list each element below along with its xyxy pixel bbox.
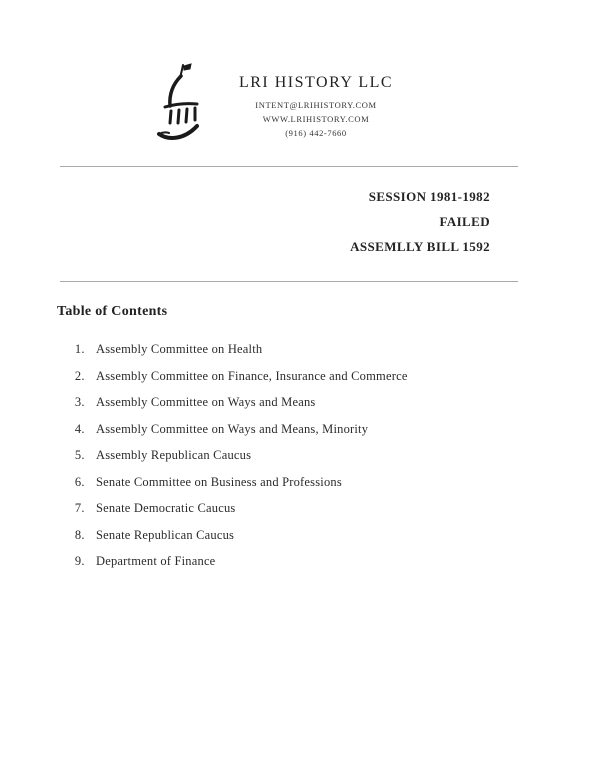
toc-list (0, 342, 600, 569)
divider-bottom (60, 281, 518, 282)
company-email: INTENT@LRIHISTORY.COM (255, 100, 377, 110)
toc-item: 7. Senate Democratic Caucus (88, 501, 600, 516)
bill-line: ASSEMLLY BILL 1592 (350, 239, 490, 254)
toc-item: 6. Senate Committee on Business and Professions (88, 475, 600, 490)
toc-item: 9. Department of Finance (88, 554, 600, 569)
company-phone: (916) 442-7660 (285, 128, 347, 138)
toc-title: Table of Contents (57, 304, 168, 319)
divider-top (60, 166, 518, 167)
session-line: SESSION 1981-1982 (368, 189, 490, 204)
session-block (0, 189, 490, 255)
toc-item: 3. Assembly Committee on Ways and Means (88, 395, 600, 410)
toc-item: 1. Assembly Committee on Health (88, 342, 600, 357)
toc-item: 4. Assembly Committee on Ways and Means, Minority (88, 422, 600, 437)
company-website: WWW.LRIHISTORY.COM (262, 114, 370, 124)
letterhead (0, 0, 572, 142)
company-name: LRI HISTORY LLC (238, 74, 394, 91)
letterhead-text (239, 62, 393, 142)
toc-item: 2. Assembly Committee on Finance, Insurance and Commerce (88, 369, 600, 384)
status-line: FAILED (439, 214, 490, 229)
toc-item: 8. Senate Republican Caucus (88, 528, 600, 543)
company-logo-icon (151, 62, 213, 142)
toc-item: 5. Assembly Republican Caucus (88, 448, 600, 463)
